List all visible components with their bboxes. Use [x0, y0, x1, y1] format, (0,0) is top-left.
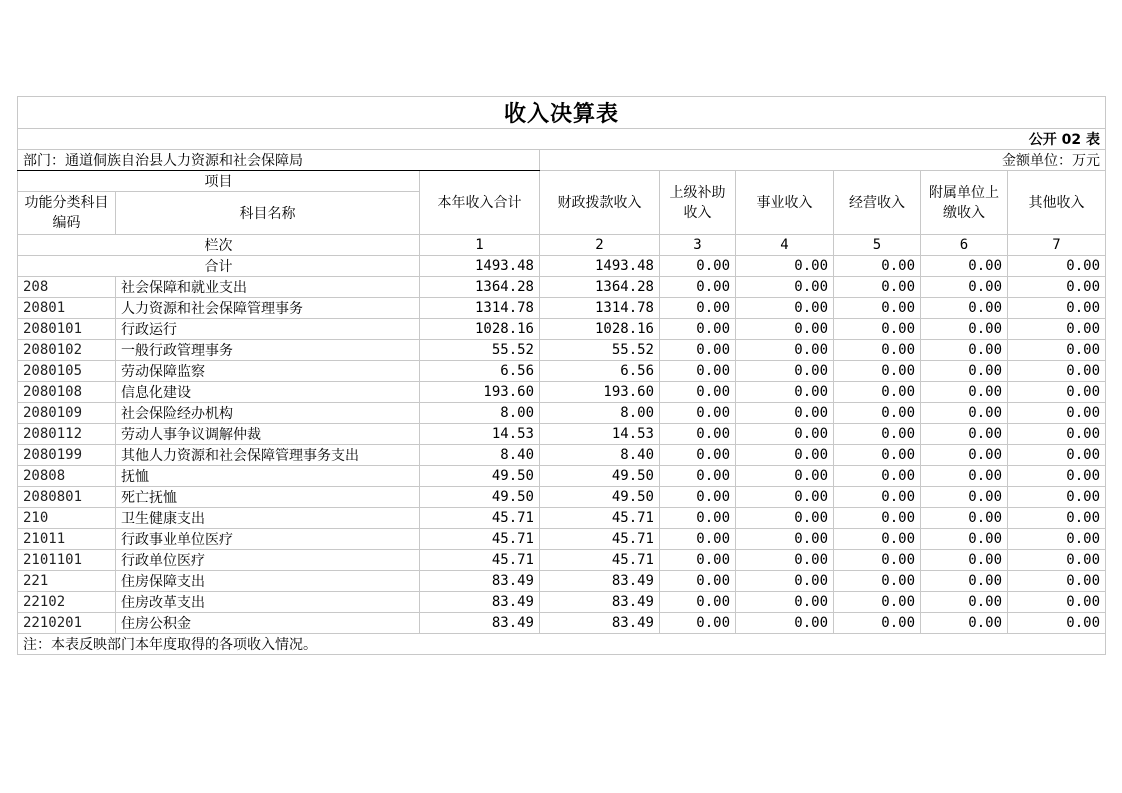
- amount-cell: 1364.28: [420, 277, 540, 298]
- index-cell: 7: [1008, 235, 1106, 256]
- amount-cell: 8.40: [420, 445, 540, 466]
- total-row: [18, 256, 1106, 277]
- amount-cell: 0.00: [660, 487, 736, 508]
- amount-cell: 0.00: [1008, 571, 1106, 592]
- amount-cell: 45.71: [420, 529, 540, 550]
- total-label: 合计: [18, 256, 420, 277]
- amount-cell: 0.00: [660, 340, 736, 361]
- subject-code: 2080109: [18, 403, 116, 424]
- form-number: 公开 02 表: [18, 129, 1106, 150]
- amount-cell: 0.00: [921, 319, 1008, 340]
- department-row: [18, 150, 1106, 171]
- amount-cell: 0.00: [1008, 277, 1106, 298]
- amount-cell: 0.00: [660, 319, 736, 340]
- page-title: 收入决算表: [18, 97, 1106, 129]
- subject-code: 2080108: [18, 382, 116, 403]
- subject-name: 社会保障和就业支出: [116, 277, 420, 298]
- amount-cell: 0.00: [660, 424, 736, 445]
- footnote: 注：本表反映部门本年度取得的各项收入情况。: [18, 634, 1106, 655]
- amount-cell: 0.00: [834, 571, 921, 592]
- amount-cell: 6.56: [420, 361, 540, 382]
- amount-cell: 55.52: [420, 340, 540, 361]
- subject-code: 20801: [18, 298, 116, 319]
- amount-cell: 1028.16: [540, 319, 660, 340]
- total-cell: 1493.48: [540, 256, 660, 277]
- amount-cell: 0.00: [921, 340, 1008, 361]
- amount-cell: 0.00: [1008, 382, 1106, 403]
- amount-cell: 0.00: [834, 277, 921, 298]
- table-row: [18, 277, 1106, 298]
- subject-name: 卫生健康支出: [116, 508, 420, 529]
- amount-cell: 0.00: [834, 382, 921, 403]
- amount-cell: 0.00: [921, 571, 1008, 592]
- subject-code: 221: [18, 571, 116, 592]
- amount-cell: 0.00: [736, 361, 834, 382]
- amount-cell: 0.00: [1008, 445, 1106, 466]
- subject-code: 210: [18, 508, 116, 529]
- amount-cell: 0.00: [660, 361, 736, 382]
- income-statement-table: [17, 96, 1106, 655]
- amount-cell: 83.49: [540, 613, 660, 634]
- table-row: [18, 382, 1106, 403]
- amount-cell: 6.56: [540, 361, 660, 382]
- index-row: [18, 235, 1106, 256]
- amount-cell: 1364.28: [540, 277, 660, 298]
- subject-code: 2080112: [18, 424, 116, 445]
- total-cell: 0.00: [660, 256, 736, 277]
- amount-cell: 0.00: [834, 487, 921, 508]
- subject-code: 2080199: [18, 445, 116, 466]
- header-business-income: 经营收入: [834, 171, 921, 235]
- amount-cell: 0.00: [834, 550, 921, 571]
- table-row: [18, 529, 1106, 550]
- amount-cell: 45.71: [540, 508, 660, 529]
- amount-cell: 0.00: [834, 592, 921, 613]
- amount-cell: 0.00: [736, 550, 834, 571]
- amount-cell: 0.00: [1008, 340, 1106, 361]
- header-row-1: [18, 171, 1106, 192]
- amount-cell: 0.00: [736, 529, 834, 550]
- total-cell: 0.00: [736, 256, 834, 277]
- amount-cell: 45.71: [420, 550, 540, 571]
- table-row: [18, 466, 1106, 487]
- subject-name: 住房保障支出: [116, 571, 420, 592]
- amount-cell: 49.50: [540, 466, 660, 487]
- amount-cell: 0.00: [921, 592, 1008, 613]
- header-institution-income: 事业收入: [736, 171, 834, 235]
- header-function-code: 功能分类科目编码: [18, 192, 116, 235]
- subject-name: 其他人力资源和社会保障管理事务支出: [116, 445, 420, 466]
- header-subject-name: 科目名称: [116, 192, 420, 235]
- amount-cell: 0.00: [736, 613, 834, 634]
- subject-code: 21011: [18, 529, 116, 550]
- subject-name: 劳动人事争议调解仲裁: [116, 424, 420, 445]
- amount-cell: 0.00: [660, 592, 736, 613]
- amount-cell: 0.00: [736, 382, 834, 403]
- amount-cell: 0.00: [660, 613, 736, 634]
- table-row: [18, 424, 1106, 445]
- table-row: [18, 613, 1106, 634]
- amount-cell: 0.00: [736, 445, 834, 466]
- amount-cell: 0.00: [921, 424, 1008, 445]
- amount-cell: 0.00: [834, 403, 921, 424]
- amount-unit: 金额单位：万元: [540, 150, 1106, 171]
- table-row: [18, 592, 1106, 613]
- header-affiliated-income: 附属单位上缴收入: [921, 171, 1008, 235]
- total-cell: 1493.48: [420, 256, 540, 277]
- amount-cell: 0.00: [660, 382, 736, 403]
- amount-cell: 0.00: [1008, 529, 1106, 550]
- amount-cell: 0.00: [921, 550, 1008, 571]
- header-item: 项目: [18, 171, 420, 192]
- subject-name: 社会保险经办机构: [116, 403, 420, 424]
- amount-cell: 0.00: [660, 508, 736, 529]
- amount-cell: 0.00: [834, 466, 921, 487]
- amount-cell: 0.00: [1008, 403, 1106, 424]
- total-cell: 0.00: [921, 256, 1008, 277]
- amount-cell: 0.00: [834, 361, 921, 382]
- subject-name: 行政事业单位医疗: [116, 529, 420, 550]
- amount-cell: 0.00: [834, 508, 921, 529]
- subject-code: 208: [18, 277, 116, 298]
- amount-cell: 1314.78: [420, 298, 540, 319]
- amount-cell: 193.60: [540, 382, 660, 403]
- amount-cell: 0.00: [660, 403, 736, 424]
- amount-cell: 193.60: [420, 382, 540, 403]
- amount-cell: 55.52: [540, 340, 660, 361]
- amount-cell: 0.00: [1008, 508, 1106, 529]
- amount-cell: 83.49: [420, 613, 540, 634]
- amount-cell: 0.00: [921, 277, 1008, 298]
- header-other-income: 其他收入: [1008, 171, 1106, 235]
- amount-cell: 0.00: [834, 424, 921, 445]
- index-cell: 1: [420, 235, 540, 256]
- subject-name: 行政单位医疗: [116, 550, 420, 571]
- amount-cell: 0.00: [736, 466, 834, 487]
- index-cell: 2: [540, 235, 660, 256]
- amount-cell: 8.00: [420, 403, 540, 424]
- table-row: [18, 508, 1106, 529]
- amount-cell: 0.00: [834, 529, 921, 550]
- table-row: [18, 361, 1106, 382]
- amount-cell: 83.49: [540, 571, 660, 592]
- amount-cell: 0.00: [660, 277, 736, 298]
- amount-cell: 0.00: [834, 298, 921, 319]
- subject-name: 住房公积金: [116, 613, 420, 634]
- table-row: [18, 319, 1106, 340]
- header-superior-subsidy: 上级补助收入: [660, 171, 736, 235]
- amount-cell: 49.50: [420, 487, 540, 508]
- table-row: [18, 571, 1106, 592]
- department-label: 部门：通道侗族自治县人力资源和社会保障局: [18, 150, 540, 171]
- header-total-income: 本年收入合计: [420, 171, 540, 235]
- amount-cell: 0.00: [834, 445, 921, 466]
- table-row: [18, 298, 1106, 319]
- note-row: [18, 634, 1106, 655]
- amount-cell: 0.00: [921, 403, 1008, 424]
- amount-cell: 0.00: [921, 529, 1008, 550]
- amount-cell: 0.00: [921, 487, 1008, 508]
- amount-cell: 0.00: [660, 529, 736, 550]
- amount-cell: 1314.78: [540, 298, 660, 319]
- amount-cell: 0.00: [921, 445, 1008, 466]
- amount-cell: 0.00: [921, 466, 1008, 487]
- form-number-row: [18, 129, 1106, 150]
- amount-cell: 0.00: [921, 508, 1008, 529]
- amount-cell: 0.00: [1008, 613, 1106, 634]
- amount-cell: 0.00: [1008, 424, 1106, 445]
- table-row: [18, 340, 1106, 361]
- index-cell: 6: [921, 235, 1008, 256]
- subject-name: 信息化建设: [116, 382, 420, 403]
- amount-cell: 45.71: [540, 529, 660, 550]
- subject-name: 人力资源和社会保障管理事务: [116, 298, 420, 319]
- subject-code: 2210201: [18, 613, 116, 634]
- index-cell: 4: [736, 235, 834, 256]
- amount-cell: 0.00: [834, 340, 921, 361]
- table-row: [18, 487, 1106, 508]
- amount-cell: 0.00: [736, 592, 834, 613]
- table-row: [18, 550, 1106, 571]
- index-cell: 3: [660, 235, 736, 256]
- index-cell: 5: [834, 235, 921, 256]
- amount-cell: 0.00: [660, 298, 736, 319]
- amount-cell: 49.50: [540, 487, 660, 508]
- index-label: 栏次: [18, 235, 420, 256]
- subject-code: 2080102: [18, 340, 116, 361]
- subject-code: 2101101: [18, 550, 116, 571]
- amount-cell: 1028.16: [420, 319, 540, 340]
- amount-cell: 83.49: [420, 571, 540, 592]
- amount-cell: 0.00: [1008, 550, 1106, 571]
- amount-cell: 0.00: [1008, 361, 1106, 382]
- total-cell: 0.00: [834, 256, 921, 277]
- amount-cell: 0.00: [1008, 466, 1106, 487]
- amount-cell: 0.00: [921, 298, 1008, 319]
- amount-cell: 0.00: [736, 487, 834, 508]
- amount-cell: 83.49: [540, 592, 660, 613]
- subject-name: 一般行政管理事务: [116, 340, 420, 361]
- total-cell: 0.00: [1008, 256, 1106, 277]
- amount-cell: 0.00: [1008, 487, 1106, 508]
- amount-cell: 0.00: [736, 298, 834, 319]
- table-row: [18, 445, 1106, 466]
- amount-cell: 0.00: [834, 613, 921, 634]
- amount-cell: 0.00: [660, 550, 736, 571]
- amount-cell: 0.00: [660, 466, 736, 487]
- subject-name: 行政运行: [116, 319, 420, 340]
- amount-cell: 49.50: [420, 466, 540, 487]
- amount-cell: 0.00: [736, 508, 834, 529]
- amount-cell: 0.00: [736, 424, 834, 445]
- subject-code: 22102: [18, 592, 116, 613]
- amount-cell: 0.00: [1008, 319, 1106, 340]
- subject-name: 劳动保障监察: [116, 361, 420, 382]
- subject-name: 住房改革支出: [116, 592, 420, 613]
- subject-code: 2080105: [18, 361, 116, 382]
- amount-cell: 83.49: [420, 592, 540, 613]
- subject-name: 死亡抚恤: [116, 487, 420, 508]
- amount-cell: 0.00: [1008, 298, 1106, 319]
- amount-cell: 0.00: [660, 445, 736, 466]
- amount-cell: 0.00: [736, 340, 834, 361]
- amount-cell: 45.71: [540, 550, 660, 571]
- amount-cell: 0.00: [921, 361, 1008, 382]
- header-fiscal-allocation: 财政拨款收入: [540, 171, 660, 235]
- amount-cell: 8.00: [540, 403, 660, 424]
- amount-cell: 0.00: [736, 403, 834, 424]
- amount-cell: 0.00: [736, 319, 834, 340]
- subject-code: 2080101: [18, 319, 116, 340]
- title-row: [18, 97, 1106, 129]
- amount-cell: 0.00: [1008, 592, 1106, 613]
- subject-code: 2080801: [18, 487, 116, 508]
- subject-name: 抚恤: [116, 466, 420, 487]
- amount-cell: 0.00: [736, 571, 834, 592]
- amount-cell: 14.53: [540, 424, 660, 445]
- amount-cell: 45.71: [420, 508, 540, 529]
- amount-cell: 0.00: [660, 571, 736, 592]
- amount-cell: 14.53: [420, 424, 540, 445]
- subject-code: 20808: [18, 466, 116, 487]
- table-row: [18, 403, 1106, 424]
- amount-cell: 8.40: [540, 445, 660, 466]
- amount-cell: 0.00: [736, 277, 834, 298]
- amount-cell: 0.00: [834, 319, 921, 340]
- amount-cell: 0.00: [921, 382, 1008, 403]
- amount-cell: 0.00: [921, 613, 1008, 634]
